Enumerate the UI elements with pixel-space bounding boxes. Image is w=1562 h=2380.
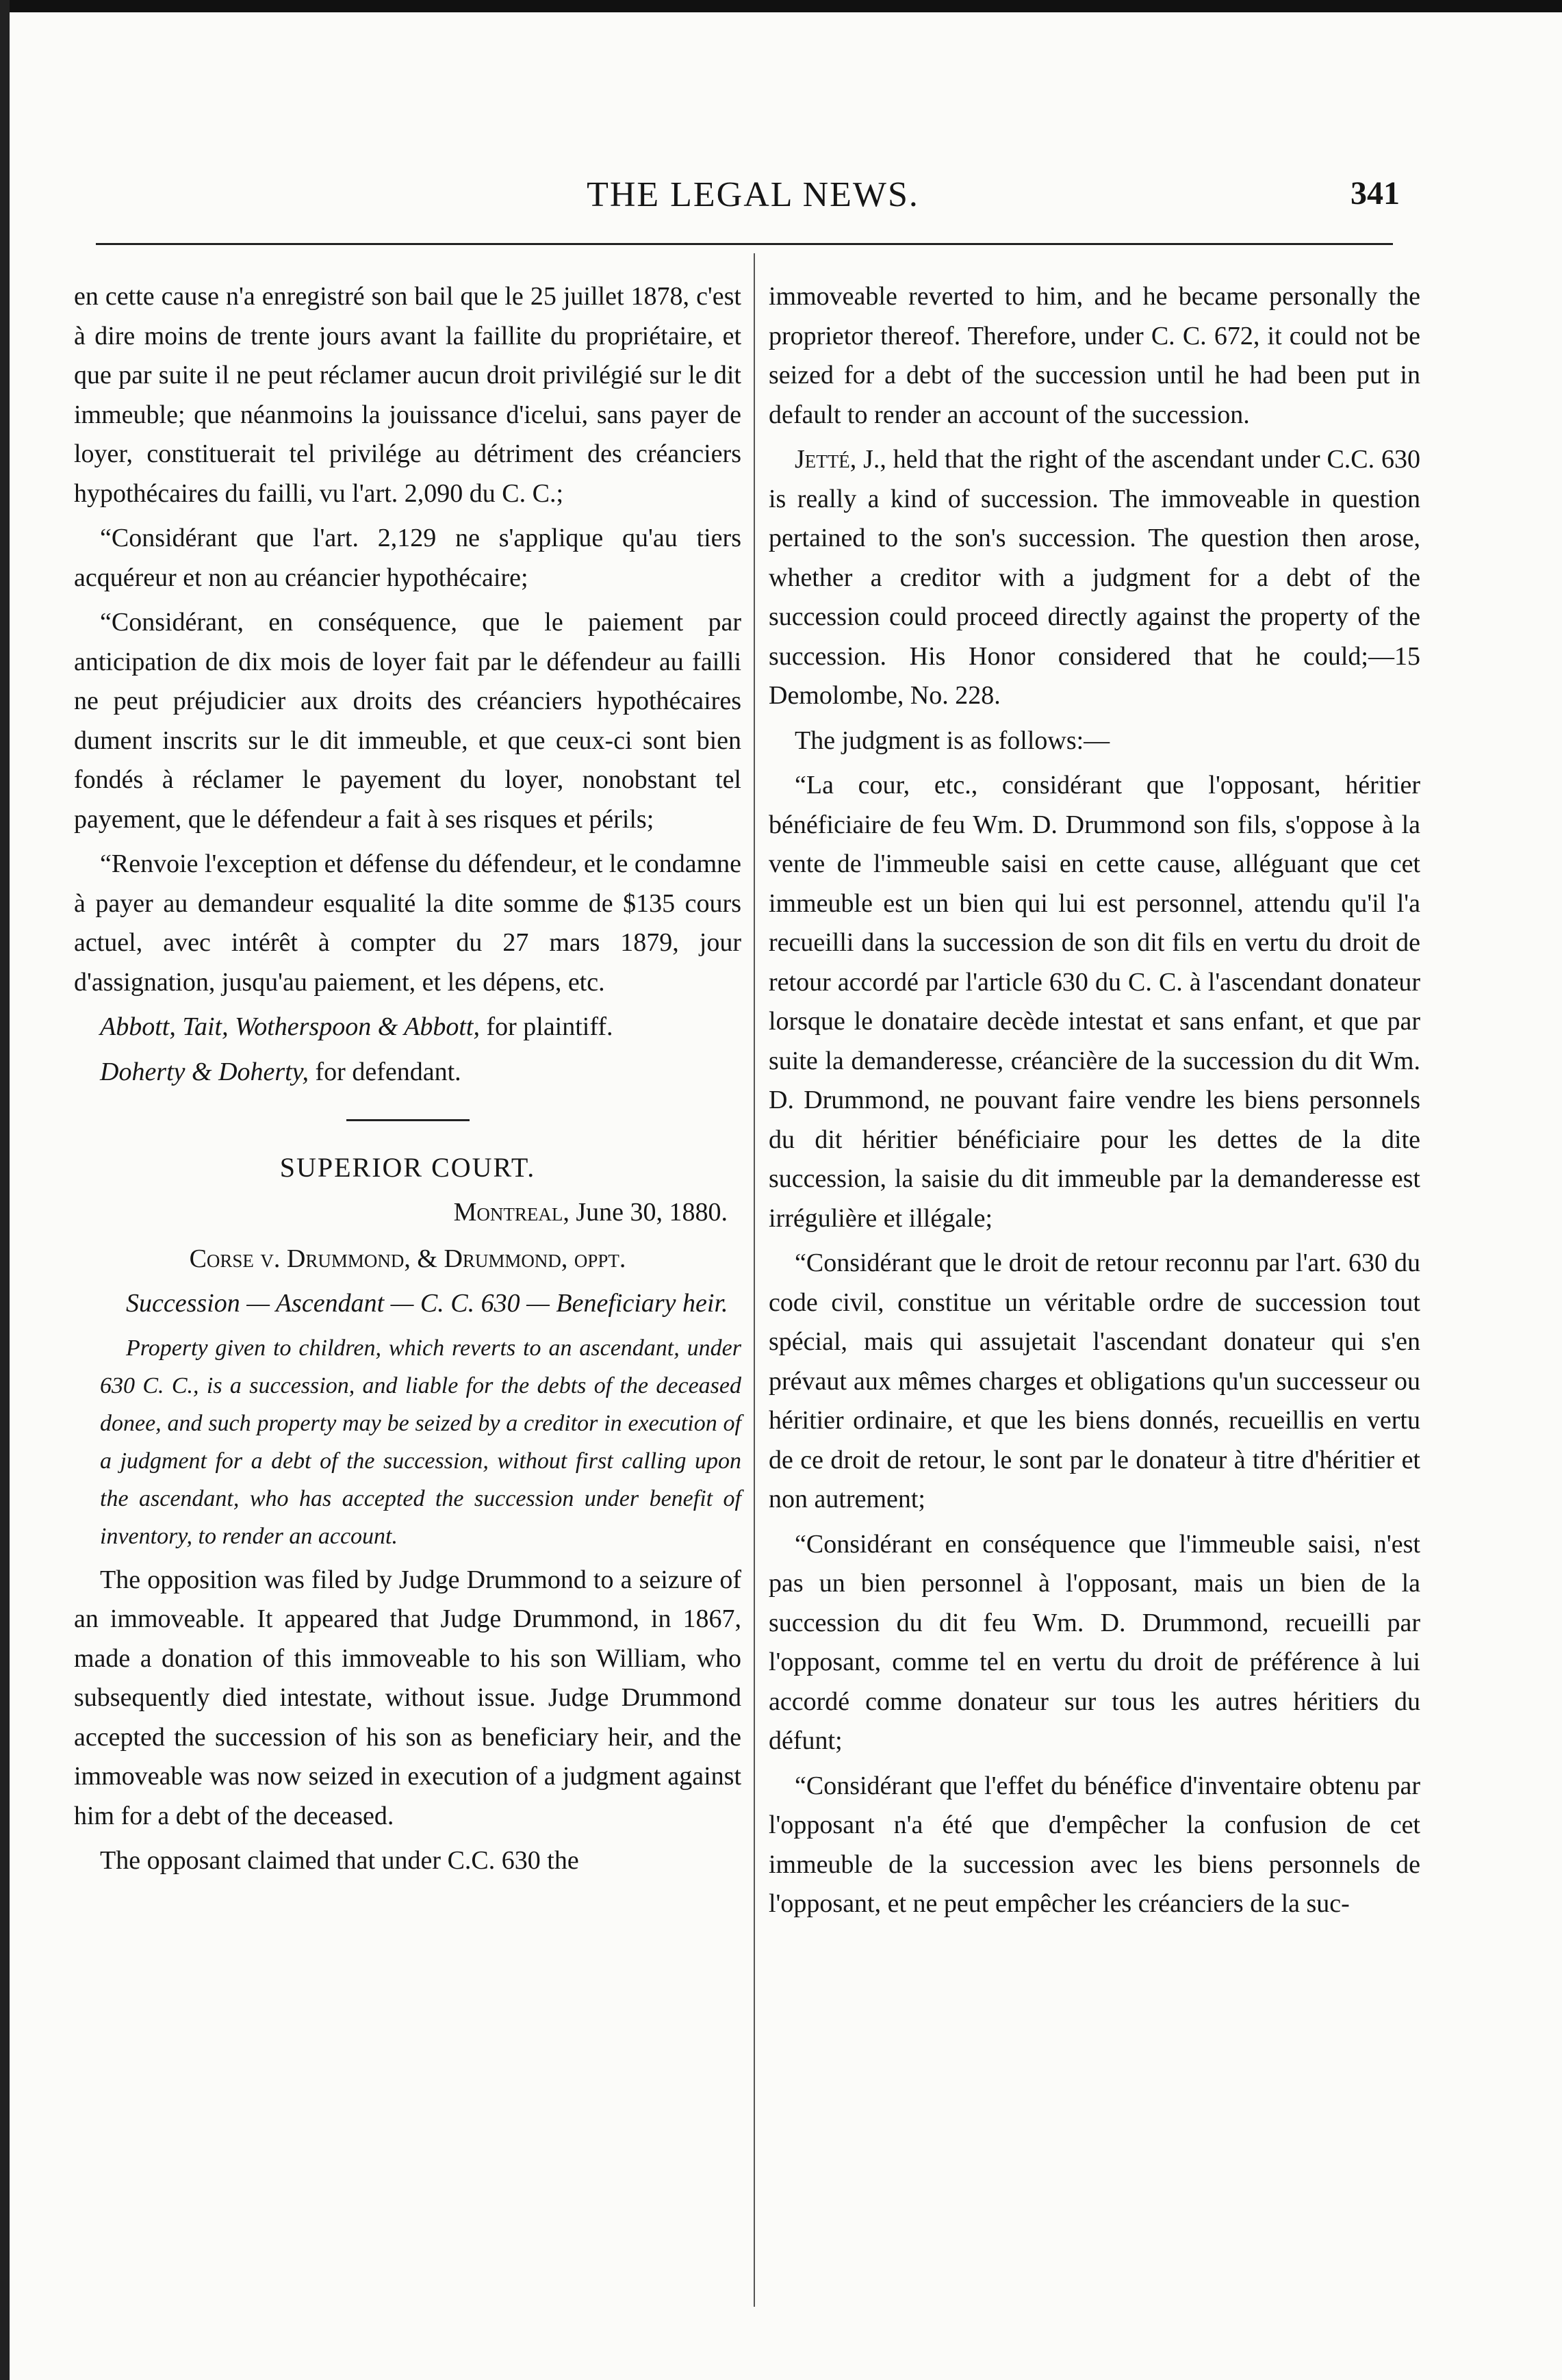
page-number: 341 xyxy=(1350,175,1400,212)
date-place: Montreal, xyxy=(453,1198,569,1227)
counsel-plaintiff-role: for plaintiff. xyxy=(479,1012,613,1041)
paragraph: The judgment is as follows:— xyxy=(795,726,1110,755)
header-rule xyxy=(96,243,1393,245)
paragraph: The opposition was filed by Judge Drummond to a seizure of an immoveable. It appeared that Judge Drummond, in 1867, made a donation of this immoveable to his son William, who subsequently died intestate, without issue. Judge Drummond accepted the succession of his son as beneficiary heir, and the immoveable was now seized in execution of a judgment against him for a debt of the deceased. xyxy=(74,1565,741,1830)
paragraph: “Renvoie l'exception et défense du défendeur, et le condamne à payer au demandeur esqualité la dite somme de $135 cours actuel, avec intérêt à compter du 27 mars 1879, jour d'assignation, jusqu'au paiement, et les dépens, etc. xyxy=(74,849,741,997)
court-name: SUPERIOR COURT. xyxy=(279,1152,536,1183)
counsel-defendant-names: Doherty & Doherty, xyxy=(100,1057,309,1086)
paragraph: immoveable reverted to him, and he became personally the proprietor thereof. Therefore, under C. C. 672, it could not be seized for a debt of the succession until he had been put in default to render an account of the succession. xyxy=(769,282,1420,429)
date-line xyxy=(74,1193,741,1233)
paragraph xyxy=(769,440,1420,716)
column-divider xyxy=(754,253,755,2307)
paragraph: “Considérant, en conséquence, que le paiement par anticipation de dix mois de loyer fait par le défendeur au failli ne peut préjudicier aux droits des créanciers hypothécaires dument inscrits sur le dit immeuble, et que ceux-ci sont bien fondés à réclamer le payement du loyer, nonobstant tel payement, que le défendeur a fait à ses risques et périls; xyxy=(74,608,741,834)
section-rule xyxy=(346,1119,470,1121)
counsel-defendant xyxy=(74,1053,741,1092)
journal-title: THE LEGAL NEWS. xyxy=(587,175,919,214)
paragraph: “Considérant que l'effet du bénéfice d'inventaire obtenu par l'opposant n'a été que d'empêcher la confusion de cet immeuble de la succession avec les biens personnels de l'opposant, et ne peut empêcher les créanciers de la suc- xyxy=(769,1771,1420,1918)
page-header xyxy=(96,175,1410,229)
counsel-defendant-role: for defendant. xyxy=(309,1057,461,1086)
right-column xyxy=(769,277,1420,1924)
page-top-edge xyxy=(0,0,1562,12)
syllabus: Property given to children, which reverts to an ascendant, under 630 C. C., is a succession, and liable for the debts of the deceased donee, and such property may be seized by a creditor in execution of a judgment for a debt of the succession, without first calling upon the ascendant, who has accepted the succession under benefit of inventory, to render an account. xyxy=(100,1335,741,1549)
headnote: Succession — Ascendant — C. C. 630 — Beneficiary heir. xyxy=(126,1289,728,1318)
paragraph: “La cour, etc., considérant que l'opposant, héritier bénéficiaire de feu Wm. D. Drummond son fils, s'oppose à la vente de l'immeuble saisi en cette cause, alléguant que cet immeuble est un bien qui lui est personnel, attendu qu'il l'a recueilli dans la succession de son dit fils en vertu du droit de retour accordé par l'article 630 du C. C. à l'ascendant donateur lorsque le donataire decède intestat et sans enfant, et que par suite la demanderesse, créancière de la succession du dit Wm. D. Drummond, ne pouvant faire vendre les biens personnels du dit héritier bénéficiaire pour les dettes de la dite succession, la saisie du dit immeuble par la demanderesse est irrégulière et illégale; xyxy=(769,771,1420,1233)
paragraph: The opposant claimed that under C.C. 630 the xyxy=(100,1846,579,1875)
paragraph: “Considérant en conséquence que l'immeuble saisi, n'est pas un bien personnel à l'opposant, mais un bien de la succession du dit feu Wm. D. Drummond, recueilli par l'opposant, comme tel en vertu du droit de préférence à lui accordé comme donateur sur tous les autres héritiers du défunt; xyxy=(769,1529,1420,1755)
case-title: Corse v. Drummond, & Drummond, oppt. xyxy=(189,1244,626,1273)
left-column xyxy=(74,277,741,1881)
page-left-edge xyxy=(0,0,10,2380)
paragraph: “Considérant que le droit de retour reconnu par l'art. 630 du code civil, constitue un véritable ordre de succession tout spécial, mais qui assujetait l'ascendant donateur qui s'en prévaut aux mêmes charges et obligations qu'un successeur ou héritier ordinaire, et que les biens donnés, recueillis en vertu de ce droit de retour, le sont par le donateur à titre d'héritier et non autrement; xyxy=(769,1249,1420,1513)
judge-text: held that the right of the ascendant under C.C. 630 is really a kind of succession. The immoveable in question pertained to the son's succession. The question then arose, whether a creditor with a judgment for a debt of the succession could proceed directly against the property of the succession. His Honor considered that he could;—15 Demolombe, No. 228. xyxy=(769,445,1420,710)
counsel-plaintiff xyxy=(74,1008,741,1047)
date-rest: June 30, 1880. xyxy=(569,1198,728,1227)
judge-name: Jetté, J., xyxy=(795,445,886,474)
paragraph: en cette cause n'a enregistré son bail que le 25 juillet 1878, c'est à dire moins de trente jours avant la faillite du propriétaire, et que par suite il ne peut réclamer aucun droit privilégié sur le dit immeuble; que néanmoins la jouissance d'icelui, sans payer de loyer, constituerait tel privilége au détriment des créanciers hypothécaires du failli, vu l'art. 2,090 du C. C.; xyxy=(74,282,741,508)
counsel-plaintiff-names: Abbott, Tait, Wotherspoon & Abbott, xyxy=(100,1012,480,1041)
paragraph: “Considérant que l'art. 2,129 ne s'applique qu'au tiers acquéreur et non au créancier hypothécaire; xyxy=(74,524,741,592)
